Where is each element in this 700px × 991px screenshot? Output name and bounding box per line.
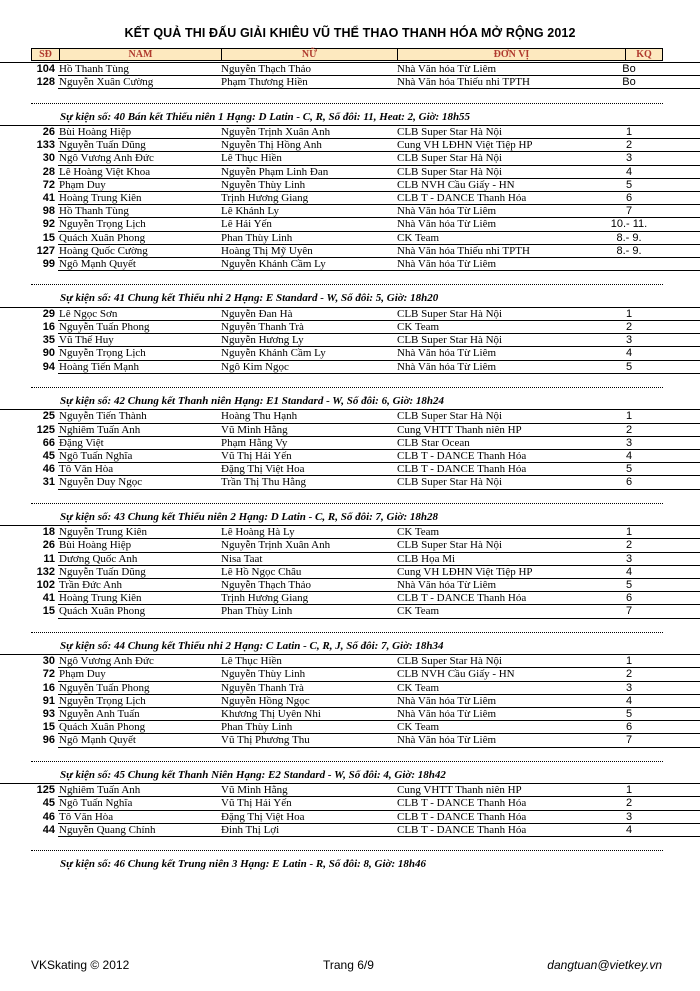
cell-nu: Trịnh Hương Giang [221,592,309,605]
cell-kq: 4 [625,565,633,578]
cell-kq: Bo [622,76,636,89]
event-title: Sự kiện số: 42 Chung kết Thanh niên Hạng: E1 Standard - W, Số đôi: 6, Giờ: 18h24 [60,394,445,407]
cell-kq: 4 [625,823,633,836]
table-row [0,654,700,668]
cell-nam: Nguyễn Tuấn Phong [59,321,150,333]
footer-copyright: VKSkating © 2012 [31,958,130,972]
table-row [0,321,700,334]
table-row [0,668,700,681]
cell-sd: 133 [36,139,55,152]
cell-nam: Hồ Thanh Tùng [59,205,129,218]
cell-don-vi: Nhà Văn hóa Từ Liêm [397,257,497,270]
cell-sd: 16 [42,321,55,333]
cell-kq: 1 [625,410,633,423]
cell-don-vi: CLB T - DANCE Thanh Hóa [397,592,527,605]
event-title: Sự kiện số: 46 Chung kết Trung niên 3 Hạng: E Latin - R, Số đôi: 8, Giờ: 18h46 [60,858,426,871]
cell-kq: 7 [625,734,633,747]
table-row [0,192,700,205]
cell-don-vi: CLB Super Star Hà Nội [397,126,503,139]
cell-sd: 98 [42,205,55,218]
cell-nu: Phan Thùy Linh [221,231,293,244]
cell-nam: Nghiêm Tuấn Anh [59,423,141,436]
cell-nam: Nguyễn Trọng Lịch [59,347,146,360]
cell-nu: Đặng Thị Việt Hoa [221,810,305,823]
cell-nam: Tô Văn Hòa [59,463,114,476]
cell-sd: 18 [42,526,55,539]
cell-kq: 6 [625,476,633,489]
cell-sd: 72 [42,178,55,191]
table-row [0,205,700,218]
cell-don-vi: CLB T - DANCE Thanh Hóa [397,463,527,476]
cell-kq: 7 [625,205,633,218]
cell-sd: 28 [42,165,55,178]
cell-nu: Nguyễn Thùy Linh [221,178,306,191]
cell-nu: Trịnh Hương Giang [221,192,309,204]
cell-nu: Phạm Thương Hiền [221,76,308,89]
cell-nu: Đinh Thị Lợi [221,823,280,836]
cell-sd: 35 [42,334,55,347]
cell-don-vi: Nhà Văn hóa Thiếu nhi TPTH [397,244,530,257]
cell-nu: Lê Thục Hiền [221,152,282,165]
cell-don-vi: CLB Super Star Hà Nội [397,539,503,552]
event-heading [0,857,700,873]
cell-don-vi: Nhà Văn hóa Từ Liêm [397,347,497,360]
cell-sd: 127 [36,244,55,257]
cell-kq: 1 [625,655,633,668]
cell-don-vi: Cung VHTT Thanh niên HP [397,423,522,436]
header-kq: KQ [636,49,652,60]
table-row [0,307,700,321]
cell-nam: Nguyễn Anh Tuấn [59,708,140,720]
cell-sd: 29 [42,307,55,320]
cell-nam: Dương Quốc Anh [59,552,138,565]
cell-sd: 93 [42,708,55,720]
cell-don-vi: Cung VH LĐHN Việt Tiệp HP [397,139,533,152]
table-row [0,125,700,139]
event-title: Sự kiện số: 41 Chung kết Thiếu nhi 2 Hạng: E Standard - W, Số đôi: 5, Giờ: 18h20 [60,292,439,305]
cell-nam: Quách Xuân Phong [59,605,146,618]
cell-sd: 125 [36,423,55,436]
cell-kq: 1 [625,784,633,797]
table-row [0,682,700,695]
cell-kq: 3 [625,810,633,823]
cell-kq: 2 [625,423,633,436]
cell-nam: Hồ Thanh Tùng [59,63,129,75]
cell-don-vi: CK Team [397,605,440,618]
table-row [0,166,700,179]
table-row [0,424,700,437]
cell-nu: Lê Hải Yến [221,218,272,231]
cell-nam: Nguyễn Trung Kiên [59,526,148,539]
cell-don-vi: CLB Super Star Hà Nội [397,334,503,347]
cell-nu: Nguyễn Hồng Ngọc [221,694,310,707]
cell-sd: 15 [42,231,55,244]
cell-don-vi: Nhà Văn hóa Từ Liêm [397,360,497,373]
cell-don-vi: CLB Star Ocean [397,436,470,449]
cell-don-vi: Nhà Văn hóa Từ Liêm [397,63,497,75]
cell-nam: Nghiêm Tuấn Anh [59,784,141,797]
cell-nam: Hoàng Trung Kiên [59,592,142,605]
cell-nam: Lê Ngọc Sơn [59,307,118,320]
table-row [0,525,700,539]
cell-don-vi: CLB NVH Cầu Giấy - HN [397,178,515,191]
cell-nu: Đặng Thị Việt Hoa [221,463,305,476]
cell-nu: Khương Thị Uyên Nhi [221,708,321,720]
cell-nu: Nguyễn Khánh Cầm Ly [221,347,326,360]
cell-kq: 2 [625,321,633,333]
cell-kq: 2 [625,539,633,552]
table-row [0,179,700,192]
footer-page-number: Trang 6/9 [323,958,374,972]
table-row [0,566,700,579]
header-nam: NAM [128,49,153,60]
cell-don-vi: Cung VHTT Thanh niên HP [397,784,522,797]
cell-nu: Vũ Thị Hải Yến [221,450,292,462]
cell-nam: Ngô Vương Anh Đức [59,655,154,668]
table-header [31,48,663,61]
cell-nam: Ngô Vương Anh Đức [59,152,154,165]
cell-nam: Ngô Tuấn Nghĩa [59,450,133,462]
event-heading [0,291,700,307]
cell-kq: Bo [622,63,636,75]
cell-nu: Nisa Taat [221,552,263,565]
event-heading [0,510,700,526]
cell-nam: Phạm Duy [59,178,106,191]
table-row [0,76,700,89]
cell-sd: 99 [42,257,55,270]
cell-nam: Ngô Mạnh Quyết [59,257,136,270]
cell-sd: 11 [43,552,55,565]
cell-don-vi: CLB Super Star Hà Nội [397,476,503,489]
table-row [0,361,700,374]
cell-sd: 125 [36,784,55,797]
results-list [0,62,700,873]
table-row [0,476,700,489]
cell-nu: Nguyễn Thị Hồng Anh [221,139,322,152]
cell-nam: Nguyễn Tuấn Dũng [59,565,146,578]
cell-kq: 4 [625,165,633,178]
cell-nu: Lê Khánh Ly [221,205,280,218]
cell-kq: 8.- 9. [616,244,642,257]
table-row [0,695,700,708]
cell-don-vi: CLB T - DANCE Thanh Hóa [397,192,527,204]
cell-sd: 102 [36,579,55,591]
event-heading [0,394,700,410]
table-row [0,579,700,592]
cell-kq: 1 [625,307,633,320]
cell-sd: 91 [42,694,55,707]
event-title: Sự kiện số: 44 Chung kết Thiếu nhi 2 Hạng: C Latin - C, R, J, Số đôi: 7, Giờ: 18h34 [60,639,444,652]
cell-don-vi: Nhà Văn hóa Từ Liêm [397,734,497,747]
table-row [0,245,700,258]
cell-nu: Nguyễn Thạch Thảo [221,63,312,75]
cell-don-vi: CK Team [397,231,440,244]
cell-sd: 46 [42,463,55,476]
cell-nam: Hoàng Tiến Mạnh [59,360,140,373]
cell-sd: 45 [42,450,55,462]
table-row [0,347,700,360]
cell-don-vi: CLB T - DANCE Thanh Hóa [397,797,527,810]
cell-kq: 6 [625,721,633,734]
cell-kq: 3 [625,552,633,565]
cell-don-vi: Nhà Văn hóa Từ Liêm [397,694,497,707]
cell-nu: Lê Hồ Ngọc Châu [221,565,302,578]
cell-don-vi: Nhà Văn hóa Thiếu nhi TPTH [397,76,530,89]
cell-don-vi: CK Team [397,321,440,333]
table-row [0,734,700,747]
cell-don-vi: CLB T - DANCE Thanh Hóa [397,450,527,462]
cell-kq: 3 [625,334,633,347]
cell-sd: 25 [42,410,55,423]
cell-nu: Vũ Minh Hằng [221,784,288,797]
cell-kq: 5 [625,463,633,476]
cell-nu: Trần Thị Thu Hằng [221,476,307,489]
table-row [0,139,700,152]
cell-kq: 3 [625,436,633,449]
cell-don-vi: CK Team [397,721,440,734]
cell-sd: 90 [42,347,55,360]
cell-nu: Hoàng Thu Hạnh [221,410,298,423]
cell-sd: 30 [42,655,55,668]
cell-nu: Nguyễn Trịnh Xuân Anh [221,539,331,552]
cell-sd: 16 [42,681,55,694]
cell-nu: Nguyễn Đan Hà [221,307,293,320]
cell-kq: 2 [625,797,633,810]
cell-sd: 132 [36,565,55,578]
header-sd: SĐ [39,49,52,60]
cell-sd: 72 [42,668,55,681]
table-row [0,553,700,566]
cell-nu: Phan Thùy Linh [221,605,293,618]
cell-nam: Nguyễn Trọng Lịch [59,218,146,231]
cell-nam: Vũ Thế Huy [59,334,114,347]
cell-don-vi: CLB Super Star Hà Nội [397,152,503,165]
cell-nu: Lê Thục Hiền [221,655,282,668]
cell-sd: 128 [36,76,55,89]
cell-don-vi: CK Team [397,681,440,694]
cell-nam: Nguyễn Tiến Thành [59,410,147,423]
table-row [0,232,700,245]
cell-sd: 44 [42,823,55,836]
cell-nu: Nguyễn Thanh Trà [221,321,304,333]
cell-kq: 4 [625,694,633,707]
cell-sd: 46 [42,810,55,823]
event-heading [0,110,700,126]
cell-nu: Ngô Kim Ngọc [221,360,289,373]
cell-sd: 30 [42,152,55,165]
cell-kq: 1 [625,126,633,139]
table-row [0,463,700,476]
footer-email: dangtuan@vietkey.vn [547,958,662,972]
cell-nu: Phan Thùy Linh [221,721,293,734]
cell-don-vi: CK Team [397,526,440,539]
cell-nam: Lê Hoàng Việt Khoa [59,165,151,178]
cell-nu: Phạm Hằng Vy [221,436,288,449]
cell-kq: 10.- 11. [610,218,648,231]
cell-nam: Ngô Tuấn Nghĩa [59,797,133,810]
table-row [0,605,700,618]
table-row [0,437,700,450]
cell-nam: Nguyễn Xuân Cường [59,76,154,89]
cell-sd: 15 [42,605,55,618]
table-row [0,450,700,463]
table-row [0,409,700,423]
cell-nam: Quách Xuân Phong [59,721,146,734]
cell-nam: Nguyễn Tuấn Phong [59,681,150,694]
cell-nu: Nguyễn Hương Ly [221,334,304,347]
cell-don-vi: CLB NVH Cầu Giấy - HN [397,668,515,681]
cell-don-vi: CLB Super Star Hà Nội [397,655,503,668]
table-row [0,811,700,824]
cell-sd: 26 [42,539,55,552]
cell-don-vi: Nhà Văn hóa Từ Liêm [397,218,497,231]
header-nu: NỮ [301,49,318,60]
cell-kq: 2 [625,668,633,681]
cell-kq: 8.- 9. [616,231,642,244]
cell-kq: 4 [625,347,633,360]
cell-don-vi: CLB Super Star Hà Nội [397,307,503,320]
table-row [0,721,700,734]
page-title: KẾT QUẢ THI ĐẤU GIẢI KHIÊU VŨ THỂ THAO THANH HÓA MỞ RỘNG 2012 [124,26,576,40]
cell-nu: Nguyễn Thạch Thảo [221,579,312,591]
cell-kq: 4 [625,450,633,462]
table-row [0,708,700,721]
event-heading [0,639,700,655]
table-row [0,797,700,810]
cell-nam: Bùi Hoàng Hiệp [59,539,132,552]
cell-kq: 3 [625,152,633,165]
cell-nu: Vũ Thị Phương Thu [221,734,310,747]
cell-kq: 2 [625,139,633,152]
cell-sd: 41 [42,192,55,204]
cell-nam: Nguyễn Quang Chính [59,823,156,836]
cell-kq: 6 [625,192,633,204]
cell-nam: Hoàng Quốc Cường [59,244,148,257]
cell-nu: Lê Hoàng Hà Ly [221,526,295,539]
cell-nu: Nguyễn Khánh Cầm Ly [221,257,326,270]
cell-sd: 45 [42,797,55,810]
cell-kq: 5 [625,178,633,191]
cell-kq: 6 [625,592,633,605]
cell-sd: 15 [42,721,55,734]
cell-nam: Nguyễn Tuấn Dũng [59,139,146,152]
cell-don-vi: Cung VH LĐHN Việt Tiệp HP [397,565,533,578]
table-row [0,62,700,76]
table-row [0,539,700,552]
header-don-vi: ĐƠN VỊ [493,49,530,60]
cell-nam: Bùi Hoàng Hiệp [59,126,132,139]
cell-nu: Vũ Thị Hải Yến [221,797,292,810]
cell-kq: 5 [625,579,633,591]
cell-don-vi: CLB Họa Mi [397,552,456,565]
cell-kq: 7 [625,605,633,618]
cell-don-vi: CLB T - DANCE Thanh Hóa [397,810,527,823]
cell-sd: 66 [42,436,55,449]
cell-don-vi: Nhà Văn hóa Từ Liêm [397,205,497,218]
cell-nu: Vũ Minh Hằng [221,423,288,436]
cell-kq: 3 [625,681,633,694]
event-title: Sự kiện số: 45 Chung kết Thanh Niên Hạng: E2 Standard - W, Số đôi: 4, Giờ: 18h42 [60,768,446,781]
cell-kq: 5 [625,708,633,720]
cell-nam: Hoàng Trung Kiên [59,192,142,204]
table-row [0,824,700,837]
cell-nu: Nguyễn Thanh Trà [221,681,304,694]
cell-nu: Nguyễn Thùy Linh [221,668,306,681]
cell-nam: Ngô Mạnh Quyết [59,734,136,747]
cell-kq: 5 [625,360,633,373]
cell-don-vi: CLB Super Star Hà Nội [397,410,503,423]
cell-sd: 26 [42,126,55,139]
cell-sd: 31 [42,476,55,489]
event-title: Sự kiện số: 40 Bán kết Thiếu niên 1 Hạng: D Latin - C, R, Số đôi: 11, Heat: 2, Giờ: 18h55 [60,110,471,123]
cell-nam: Nguyễn Trọng Lịch [59,694,146,707]
cell-kq: 1 [625,526,633,539]
cell-nam: Tô Văn Hòa [59,810,114,823]
cell-sd: 104 [36,63,55,75]
table-row [0,592,700,605]
cell-don-vi: Nhà Văn hóa Từ Liêm [397,708,497,720]
table-row [0,258,700,271]
cell-sd: 94 [42,360,55,373]
cell-nam: Trần Đức Anh [59,579,123,591]
cell-sd: 96 [42,734,55,747]
cell-don-vi: Nhà Văn hóa Từ Liêm [397,579,497,591]
cell-nam: Nguyễn Duy Ngọc [59,476,143,489]
cell-nu: Hoàng Thị Mỹ Uyên [221,244,313,257]
cell-don-vi: CLB Super Star Hà Nội [397,165,503,178]
cell-nu: Nguyễn Phạm Linh Đan [221,165,329,178]
cell-sd: 92 [42,218,55,231]
event-heading [0,768,700,784]
table-row [0,218,700,231]
cell-nam: Quách Xuân Phong [59,231,146,244]
table-row [0,152,700,165]
table-row [0,334,700,347]
table-row [0,783,700,797]
cell-nu: Nguyễn Trịnh Xuân Anh [221,126,331,139]
event-title: Sự kiện số: 43 Chung kết Thiếu niên 2 Hạng: D Latin - C, R, Số đôi: 7, Giờ: 18h28 [60,510,438,523]
cell-nam: Đặng Việt [59,436,104,449]
cell-nam: Phạm Duy [59,668,106,681]
cell-don-vi: CLB T - DANCE Thanh Hóa [397,823,527,836]
cell-sd: 41 [42,592,55,605]
